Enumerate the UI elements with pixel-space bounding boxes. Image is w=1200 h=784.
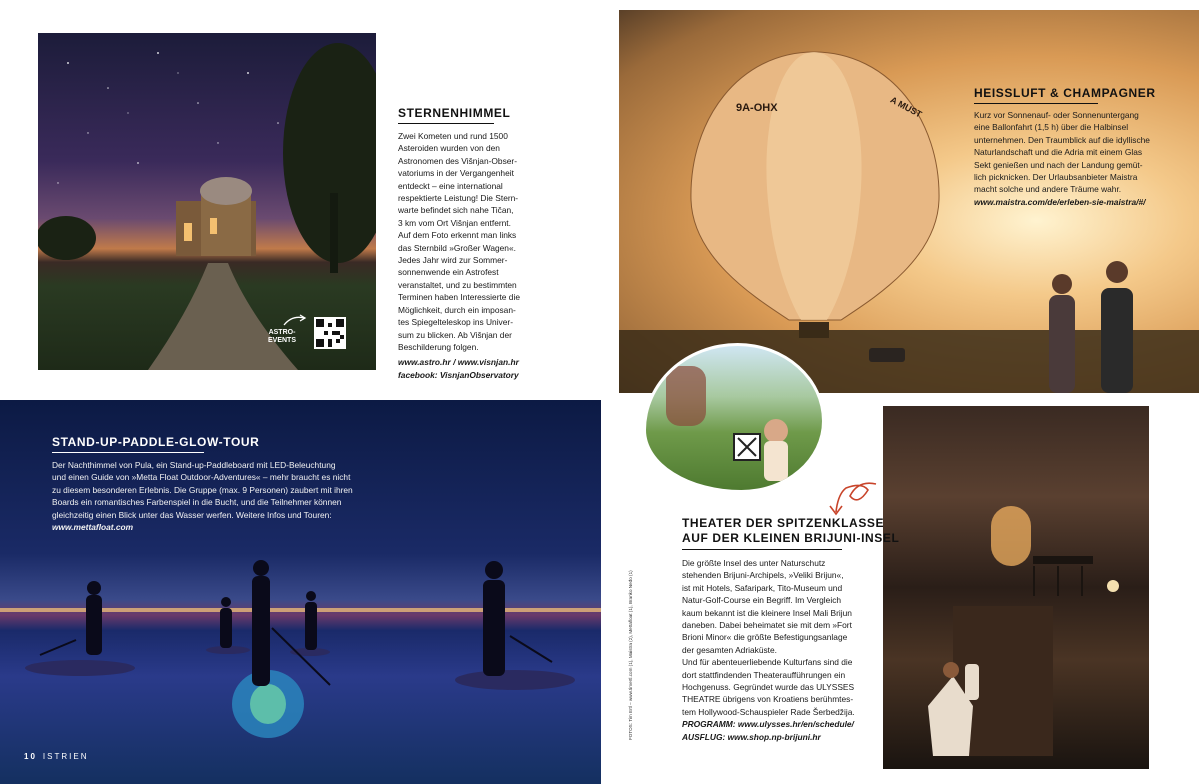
theatre-line: tem Hollywood-Schauspieler Rade Šerbedžija. <box>682 706 855 717</box>
theatre-heading-line1: THEATER DER SPITZENKLASSE <box>682 516 885 530</box>
observatory-link[interactable]: www.astro.hr / www.visnjan.hr <box>398 357 519 368</box>
sup-illustration <box>0 400 601 784</box>
observatory-heading-rule <box>398 123 494 124</box>
balloon-registration: 9A-OHX <box>736 102 778 114</box>
theatre-photo <box>883 406 1149 769</box>
theatre-heading-line2: AUF DER KLEINEN BRIJUNI-INSEL <box>682 531 900 545</box>
sup-line: Der Nachthimmel von Pula, ein Stand-up-Paddleboard mit LED-Beleuchtung <box>52 460 336 470</box>
observatory-line: Auf dem Foto erkennt man links <box>398 230 517 241</box>
theatre-line: stehenden Brijuni-Archipels, »Veliki Brijun«, <box>682 570 844 581</box>
observatory-facebook-link[interactable]: facebook: VisnjanObservatory <box>398 369 519 380</box>
theatre-heading-rule <box>682 549 842 550</box>
theatre-program-link[interactable]: PROGRAMM: www.ulysses.hr/en/schedule/ <box>682 719 854 730</box>
theatre-line: der gesamten Adriaküste. <box>682 644 777 655</box>
balloon-heading-rule <box>974 103 1098 104</box>
observatory-line: warte befindet sich nahe Tičan, <box>398 205 514 216</box>
theatre-excursion-link[interactable]: AUSFLUG: www.shop.np-brijuni.hr <box>682 731 821 742</box>
sup-line: gleichzeitig einen Blick unter das Wasser werfen. Weitere Infos und Touren: <box>52 509 332 520</box>
balloon-link[interactable]: www.maistra.com/de/erleben-sie-maistra/#/ <box>974 196 1146 207</box>
balloon-line: Kurz vor Sonnenauf- oder Sonnenuntergang <box>974 110 1139 120</box>
page-folio <box>24 752 88 761</box>
sup-line: Boards ein romantisches Farbenspiel in die Bucht, und die Teilnehmer können <box>52 497 342 508</box>
observatory-line: Möglichkeit, durch ein imposan- <box>398 304 516 315</box>
astro-events-label-line1: ASTRO- <box>268 329 296 336</box>
balloon-line: Sekt genießen und nach der Landung gemüt- <box>974 159 1143 170</box>
observatory-line: Astronomen des Višnjan-Obser- <box>398 155 518 166</box>
astro-events-label-line2: EVENTS <box>268 337 297 344</box>
balloon-line: unternehmen. Den Traumblick auf die idyllische <box>974 134 1150 145</box>
balloon-line: Naturlandschaft und die Adria mit einem Glas <box>974 147 1143 158</box>
theatre-line: Hochgenuss. Gegründet wurde das ULYSSES <box>682 682 855 693</box>
theatre-line: ist mit Hotels, Safaripark, Tito-Museum und <box>682 582 843 593</box>
sup-photo <box>0 400 601 784</box>
theatre-line: daneben. Dabei beheimatet sie mit dem »Fort <box>682 620 852 631</box>
observatory-line: Terminen haben Interessierte die <box>398 292 520 303</box>
theatre-line: Die größte Insel des unter Naturschutz <box>682 558 826 568</box>
observatory-body <box>398 130 520 381</box>
balloon-body <box>974 109 1150 208</box>
observatory-photo <box>38 33 376 370</box>
sup-link[interactable]: www.mettafloat.com <box>52 522 134 533</box>
observatory-line: sum zu blicken. Ab Višnjan der <box>398 329 512 340</box>
page-section: ISTRIEN <box>42 752 89 761</box>
sup-body <box>52 459 353 533</box>
curved-arrow-icon <box>282 313 308 327</box>
sup-line: und einen Guide von »Metta Float Outdoor-Adventures« – mehr braucht es nicht <box>52 472 351 483</box>
qr-code-icon[interactable] <box>314 317 346 349</box>
observatory-line: 3 km vom Ort Višnjan entfernt. <box>398 217 511 228</box>
observatory-line: Jedes Jahr wird zur Sommer- <box>398 255 508 266</box>
theatre-line: Und für abenteuerliebende Kulturfans sind die <box>682 657 853 668</box>
sup-heading-rule <box>52 452 204 453</box>
hand-drawn-arrow-icon <box>828 478 880 518</box>
observatory-line: respektierte Leistung! Die Stern- <box>398 193 519 204</box>
observatory-line: entdeckt – eine international <box>398 180 503 191</box>
theatre-line: Natur-Golf-Course ein Begriff. Im Vergleich <box>682 595 842 606</box>
astro-events-label <box>268 329 296 345</box>
page-number: 10 <box>24 752 37 761</box>
theatre-blob-illustration <box>646 346 825 493</box>
sup-heading: STAND-UP-PADDLE-GLOW-TOUR <box>52 435 260 449</box>
theatre-line: Brioni Minor« die größte Befestigungsanlage <box>682 632 848 643</box>
observatory-line: veranstaltet, und zu bestimmten <box>398 279 517 290</box>
photo-credits: FOTOS: Tim Ertl – www.timertl.com (1), Maistra (2), Mettafloat (1), Branko Neđo (1) <box>628 570 633 740</box>
observatory-heading: STERNENHIMMEL <box>398 106 511 120</box>
observatory-line: Beschilderung folgen. <box>398 341 479 352</box>
observatory-line: tes Spiegelteleskop ins Univer- <box>398 317 513 328</box>
observatory-line: Asteroiden wurden von den <box>398 143 500 154</box>
theatre-line: dort stattfindenden Theateraufführungen ein <box>682 669 846 680</box>
balloon-line: eine Ballonfahrt (1,5 h) über die Halbinsel <box>974 122 1129 133</box>
balloon-line: macht solche und andere Träume wahr. <box>974 184 1122 195</box>
balloon-heading: HEISSLUFT & CHAMPAGNER <box>974 86 1156 100</box>
sup-line: zu diesem besonderen Erlebnis. Die Gruppe (max. 9 Personen) zaubert mit ihren <box>52 484 353 495</box>
balloon-lettering: A MUST <box>888 94 924 120</box>
theatre-illustration <box>883 406 1149 769</box>
balloon-line: lich picknicken. Der Urlaubsanbieter Maistra <box>974 172 1138 183</box>
observatory-line: vatoriums in der Vergangenheit <box>398 168 514 179</box>
observatory-line: das Sternbild »Großer Wagen«. <box>398 242 516 253</box>
theatre-body <box>682 557 855 743</box>
observatory-line: Zwei Kometen und rund 1500 <box>398 131 508 141</box>
observatory-line: sonnenwende ein Astrofest <box>398 267 499 278</box>
theatre-line: THEATRE übrigens von Kroatiens berühmtes- <box>682 694 854 705</box>
theatre-line: kaum bekannt ist die kleinere Insel Mali Brijun <box>682 607 852 618</box>
